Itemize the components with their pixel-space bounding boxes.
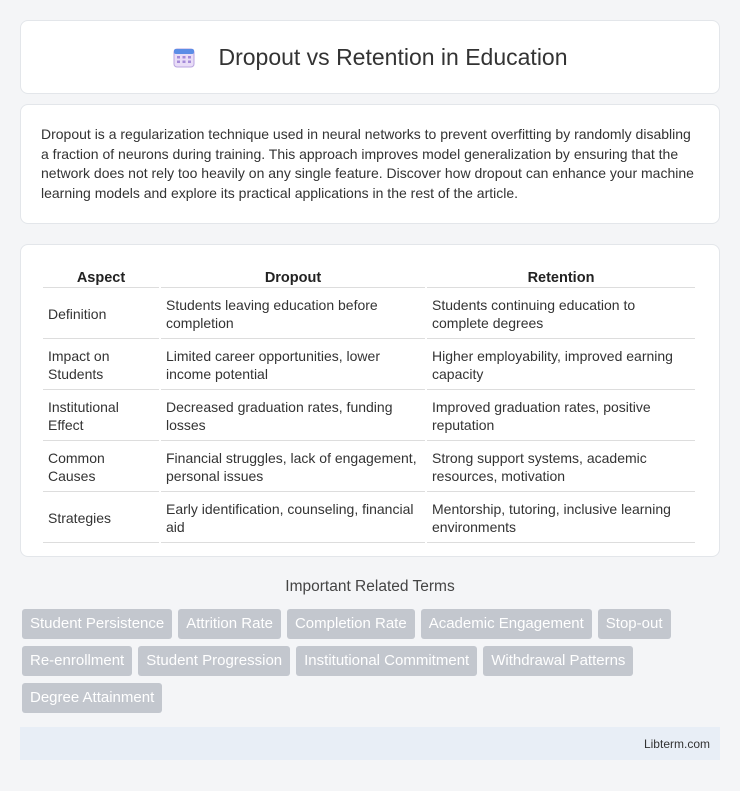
tag-stop-out[interactable]: Stop-out	[598, 609, 671, 639]
header-aspect: Aspect	[43, 267, 159, 288]
tag-attrition-rate[interactable]: Attrition Rate	[178, 609, 281, 639]
tag-completion-rate[interactable]: Completion Rate	[287, 609, 415, 639]
footer-site-link[interactable]: Libterm.com	[643, 736, 710, 751]
related-terms-title: Important Related Terms	[285, 578, 455, 595]
comparison-table-card	[20, 244, 720, 557]
retention-cell: Higher employability, improved earning capacity	[427, 341, 695, 390]
comparison-table	[41, 265, 697, 545]
aspect-cell: Strategies	[43, 494, 159, 543]
table-row	[43, 341, 695, 390]
aspect-cell: Definition	[43, 290, 159, 339]
aspect-cell: Common Causes	[43, 443, 159, 492]
page-title: Dropout vs Retention in Education	[218, 43, 568, 70]
table-row	[43, 443, 695, 492]
tag-re-enrollment[interactable]: Re-enrollment	[22, 646, 132, 676]
aspect-cell: Institutional Effect	[43, 392, 159, 441]
tag-institutional-commitment[interactable]: Institutional Commitment	[296, 646, 477, 676]
retention-cell: Improved graduation rates, positive reputation	[427, 392, 695, 441]
tag-student-persistence[interactable]: Student Persistence	[22, 609, 172, 639]
tag-academic-engagement[interactable]: Academic Engagement	[421, 609, 592, 639]
dropout-cell: Early identification, counseling, financial aid	[161, 494, 425, 543]
dropout-cell: Limited career opportunities, lower income potential	[161, 341, 425, 390]
dropout-cell: Decreased graduation rates, funding losses	[161, 392, 425, 441]
header-retention: Retention	[427, 267, 695, 288]
header-card	[20, 20, 720, 94]
retention-cell: Mentorship, tutoring, inclusive learning environments	[427, 494, 695, 543]
header-dropout: Dropout	[161, 267, 425, 288]
tag-withdrawal-patterns[interactable]: Withdrawal Patterns	[483, 646, 633, 676]
intro-text: Dropout is a regularization technique used in neural networks to prevent overfitting by randomly disabling a fraction of neurons during training. This approach improves model generalization by ensuring that the network does not rely too heavily on any single feature. Discover how dropout can enhance your machine learning models and explore its practical applications in the rest of the article.	[41, 126, 694, 201]
retention-cell: Strong support systems, academic resources, motivation	[427, 443, 695, 492]
aspect-cell: Impact on Students	[43, 341, 159, 390]
table-row	[43, 494, 695, 543]
intro-card	[20, 104, 720, 224]
footer-bar	[20, 727, 720, 760]
dropout-cell: Financial struggles, lack of engagement, personal issues	[161, 443, 425, 492]
tag-student-progression[interactable]: Student Progression	[138, 646, 290, 676]
dropout-cell: Students leaving education before completion	[161, 290, 425, 339]
table-row	[43, 392, 695, 441]
table-row	[43, 290, 695, 339]
title-wrap	[172, 44, 567, 71]
table-header-row	[43, 267, 695, 288]
related-terms-tags	[22, 609, 722, 720]
retention-cell: Students continuing education to complete degrees	[427, 290, 695, 339]
tag-degree-attainment[interactable]: Degree Attainment	[22, 683, 162, 713]
calendar-icon	[172, 45, 196, 69]
